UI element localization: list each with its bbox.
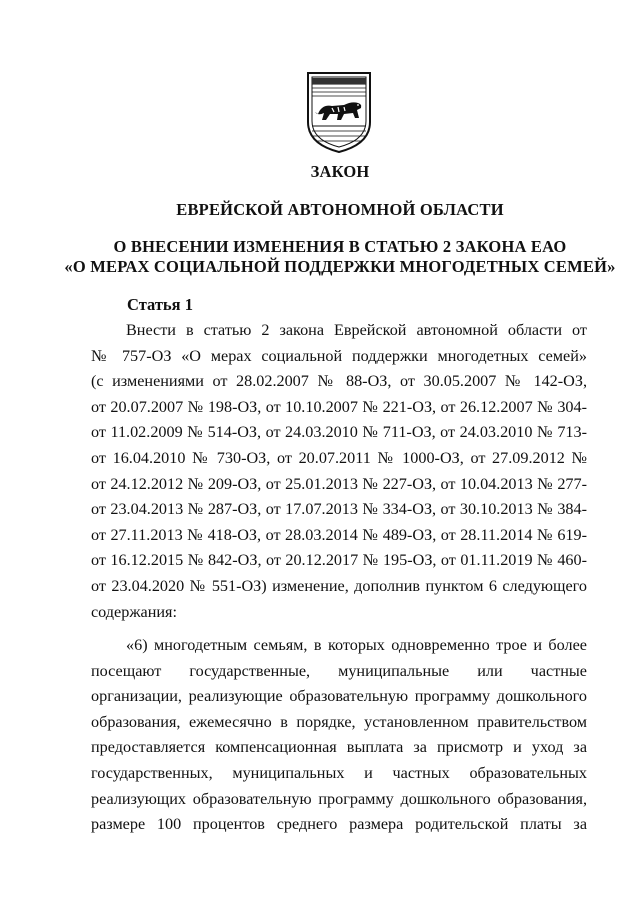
- coat-of-arms-tiger-icon: [304, 70, 374, 154]
- text-line: предоставляется компенсационная выплата за присмотр и уход за: [91, 738, 587, 757]
- text-line: от 16.04.2010 № 730-ОЗ, от 20.07.2011 № 1000-ОЗ, от 27.09.2012 №: [91, 448, 587, 467]
- text-line: посещают государственные, муниципальные или частные: [91, 661, 587, 680]
- text-line: организации, реализующие образовательную программу дошкольного: [91, 687, 587, 706]
- article-paragraph-1: [91, 318, 587, 625]
- article-heading: Статья 1: [127, 295, 193, 314]
- text-line: от 24.12.2012 № 209-ОЗ, от 25.01.2013 № 227-ОЗ, от 10.04.2013 № 277-: [91, 474, 587, 493]
- text-line: государственных, муниципальных и частных образовательных: [91, 763, 587, 782]
- text-line: образования, ежемесячно в порядке, установленном правительством: [91, 712, 587, 731]
- document-subtitle-line1: О ВНЕСЕНИИ ИЗМЕНЕНИЯ В СТАТЬЮ 2 ЗАКОНА ЕАО: [113, 237, 567, 256]
- text-line: от 20.07.2007 № 198-ОЗ, от 10.10.2007 № 221-ОЗ, от 26.12.2007 № 304-: [91, 397, 587, 416]
- document-title: ЗАКОН: [310, 162, 370, 181]
- text-line: (с изменениями от 28.02.2007 № 88-ОЗ, от 30.05.2007 № 142-ОЗ,: [91, 372, 587, 391]
- document-region: ЕВРЕЙСКОЙ АВТОНОМНОЙ ОБЛАСТИ: [176, 200, 504, 219]
- text-line: от 23.04.2020 № 551-ОЗ) изменение, дополнив пунктом 6 следующего: [91, 576, 587, 595]
- text-line: размере 100 процентов среднего размера родительской платы за: [91, 815, 587, 834]
- text-line: реализующих образовательную программу дошкольного образования,: [91, 789, 587, 808]
- text-line: «6) многодетным семьям, в которых одновременно трое и более: [126, 636, 587, 654]
- text-line: Внести в статью 2 закона Еврейской автономной области от: [126, 321, 587, 339]
- text-line: от 16.12.2015 № 842-ОЗ, от 20.12.2017 № 195-ОЗ, от 01.11.2019 № 460-: [91, 551, 587, 570]
- document-subtitle-line2: «О МЕРАХ СОЦИАЛЬНОЙ ПОДДЕРЖКИ МНОГОДЕТНЫХ СЕМЕЙ»: [64, 257, 616, 276]
- text-line: № 757-ОЗ «О мерах социальной поддержки многодетных семей»: [91, 346, 587, 365]
- text-line: от 27.11.2013 № 418-ОЗ, от 28.03.2014 № 489-ОЗ, от 28.11.2014 № 619-: [91, 525, 587, 544]
- article-paragraph-2: [91, 633, 587, 838]
- text-line: от 11.02.2009 № 514-ОЗ, от 24.03.2010 № 711-ОЗ, от 24.03.2010 № 713-: [91, 423, 587, 442]
- text-line: содержания:: [91, 602, 177, 621]
- text-line: от 23.04.2013 № 287-ОЗ, от 17.07.2013 № 334-ОЗ, от 30.10.2013 № 384-: [91, 500, 587, 519]
